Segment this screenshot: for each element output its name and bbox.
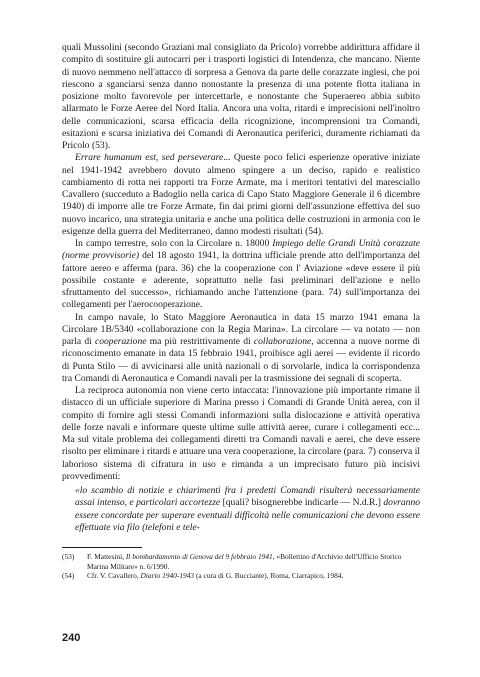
paragraph: quali Mussolini (secondo Graziani mal consigliato da Pricolo) vorrebbe addirittura affidare il compito di sostituire gli autocarri per i trasporti logistici di Intendenza, che mancano. Niente di nuovo nemmeno nell'attacco di sorpresa a Genova da parte delle corazzate inglesi, che poi riescono a sganciarsi senza danno nonostante la presenza di una potente flotta italiana in posizione molto favorevole per intercettarle, e nonostante che Superaereo abbia subito allarmato le Forze Aeree del Nord Italia. Ancora una volta, ritardi e imprecisioni nell'inoltro delle comunicazioni, scarsa efficacia della ricognizione, incomprensioni tra Comandi, esitazioni e scarsa iniziativa dei Comandi di Aeronautica periferici, duramente richiamati da Pricolo (53).: [62, 42, 420, 151]
paragraph: Errare humanum est, sed perseverare... Queste poco felici esperienze operative iniziate nel 1941-1942 avrebbero dovuto almeno spingere a un deciso, rapido e realistico cambiamento di rotta nei rapporti tra Forze Armate, ma i meritori tentativi del maresciallo Cavallero (succeduto a Badoglio nella carica di Capo Stato Maggiore Generale il 6 dicembre 1940) di imporre alle tre Forze Armate, fin dai primi giorni dell'assunzione effettiva del suo nuovo incarico, una strategia unitaria e anche una politica delle costruzioni in armonia con le esigenze della guerra del Mediterraneo, danno modesti risultati (54).: [62, 152, 421, 237]
footnote: [62, 571, 420, 581]
paragraph: In campo terrestre, solo con la Circolare n. 18000 Impiego delle Grandi Unità corazzate (norme provvisorie) del 18 agosto 1941, la dottrina ufficiale prende atto dell'importanza del fattore aereo e afferma (para. 36) che la cooperazione con l' Aviazione «deve essere il più possibile costante e aderente, soprattutto nelle fasi preliminari dell'azione e nello sfruttamento del successo», richiamando anche l'attenzione (para. 74) sull'importanza dei collegamenti per l'aerocooperazione.: [62, 238, 420, 311]
paragraph: La reciproca autonomia non viene certo intaccata: l'innovazione più importante rimane il distacco di un ufficiale superiore di Marina presso i Comandi di Grande Unità aerea, con il compito di fornire agli stessi Comandi informazioni sulla dislocazione e attività operativa delle forze navali e informare queste ultime sulle attività aeree, curare i collegamenti ecc... Ma sul vitale problema dei collegamenti diretti tra Comandi navali e aerei, che deve essere risolto per eliminare i ritardi e attuare una vera cooperazione, la circolare (para. 7) conserva il laborioso sistema di cifratura in uso e rimanda a un imprecisato futuro più incisivi provvedimenti:: [62, 385, 420, 482]
footnote-number: (53): [62, 552, 75, 561]
italic-phrase: Impiego delle Grandi Unità corazzate (norme provvisorie): [62, 238, 420, 262]
footnote-rule: [62, 547, 142, 548]
footnote-text: F. Mattesini, Il bombardamento di Genova del 9 febbraio 1941, «Bollettino d'Archivio dell'Ufficio Storico Marina Militare» n. 6/1990.: [87, 552, 402, 571]
page-number: 240: [62, 632, 81, 644]
footnotes: [62, 552, 420, 581]
body-text: [62, 42, 420, 534]
editor-note: [quali? bisognerebbe indicarle — N.d.R.]: [222, 497, 381, 509]
italic-phrase: cooperazione: [95, 336, 147, 347]
block-quote: «lo scambio di notizie e chiarimenti fra i predetti Comandi risulterà necessariamente assai intenso, e particolari accortezze [quali? bisognerebbe indicarle — N.d.R.] dovranno essere concordate per superare eventuali difficoltà nelle comunicazioni che devono essere effettuate via filo (telefoni e tele-: [75, 485, 420, 533]
paragraph: In campo navale, lo Stato Maggiore Aeronautica in data 15 marzo 1941 emana la Circolare 1B/5340 «collaborazione con la Regia Marina». La circolare — va notato — non parla di cooperazione ma più restrittivamente di collaborazione, accenna a nuove norme di riconoscimento emanate in data 15 febbraio 1941, proibisce agli aerei — evidente il ricordo di Punta Stilo — di avvicinarsi alle unità nazionali o di sorvolarle, indica la corrispondenza tra Comandi di Aeronautica e Comandi navali per la trasmissione dei segnali di scoperta.: [62, 311, 420, 384]
footnote-number: (54): [62, 571, 75, 581]
italic-phrase: Errare humanum est, sed perseverare: [75, 152, 224, 164]
italic-phrase: collaborazione: [253, 336, 312, 347]
footnote: [62, 552, 420, 571]
footnote-text: Cfr. V. Cavallero, Diario 1940-1943 (a cura di G. Bucciante), Roma, Ciarrapico, 1984.: [87, 571, 344, 581]
